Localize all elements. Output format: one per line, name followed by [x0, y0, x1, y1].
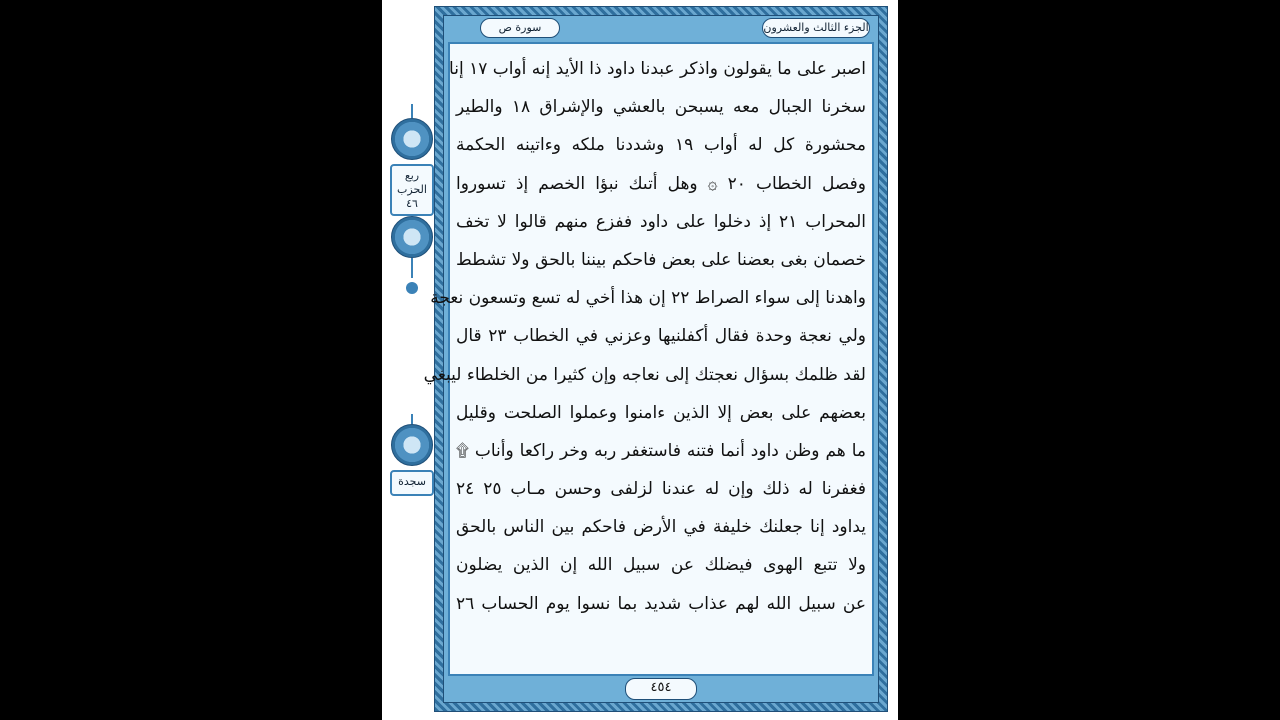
verse-line: سخرنا الجبال معه يسبحن بالعشي والإشراق ١٨ والطير: [456, 97, 866, 118]
sajda-label: سجدة: [390, 470, 434, 496]
verse-line: لقد ظلمك بسؤال نعجتك إلى نعاجه وإن كثيرا من الخلطاء ليبغي: [423, 364, 866, 385]
text-panel: [423, 42, 874, 676]
juz-name-header: الجزء الثالث والعشرون: [762, 18, 870, 38]
verse-line: اصبر على ما يقولون واذكر عبدنا داود ذا الأيد إنه أواب ١٧ إنا: [449, 59, 866, 79]
verse-line: يداود إنا جعلنك خليفة في الأرض فاحكم بين الناس بالحق: [456, 517, 866, 538]
page-border-inner: [423, 15, 879, 703]
surah-name-header: سورة ص: [480, 18, 560, 38]
verse-line: ولا تتبع الهوى فيضلك عن سبيل الله إن الذين يضلون: [456, 555, 866, 576]
ornament-stem: [411, 258, 413, 278]
verse-line: واهدنا إلى سواء الصراط ٢٢ إن هذا أخي له تسع وتسعون نعجة: [430, 288, 866, 309]
ornament-stem: [411, 104, 413, 118]
sajda-marker: [390, 414, 434, 496]
verse-line: ما هم وظن داود أنما فتنه فاستغفر ربه وخر راكعا وأناب ۩: [456, 440, 866, 461]
hizb-label: ربع الحزب ٤٦: [390, 164, 434, 216]
verse-line: وفصل الخطاب ٢٠ ۞ وهل أتىك نبؤا الخصم إذ تسوروا: [456, 173, 866, 194]
ornament-medallion: [391, 424, 433, 466]
mushaf-page: [382, 0, 898, 720]
verse-line: محشورة كل له أواب ١٩ وشددنا ملكه وءاتينه الحكمة: [456, 135, 866, 156]
hizb-marker: [390, 104, 434, 294]
verse-line: المحراب ٢١ إذ دخلوا على داود ففزع منهم قالوا لا تخف: [456, 211, 867, 232]
ornament-drop: [406, 282, 418, 294]
verse-line: عن سبيل الله لهم عذاب شديد بما نسوا يوم الحساب ٢٦: [456, 593, 866, 614]
verse-line: ولي نعجة وحدة فقال أكفلنيها وعزني في الخطاب ٢٣ قال: [456, 326, 866, 347]
verse-line: فغفرنا له ذلك وإن له عندنا لزلفى وحسن مـاب ٢٥ ٢٤: [456, 479, 866, 500]
page-border: [423, 6, 888, 712]
ornament-stem: [411, 414, 413, 424]
page-number: ٤٥٤: [625, 678, 697, 700]
ornament-medallion: [391, 216, 433, 258]
verse-line: بعضهم على بعض إلا الذين ءامنوا وعملوا الصلحت وقليل: [456, 402, 866, 423]
verse-line: خصمان بغى بعضنا على بعض فاحكم بيننا بالحق ولا تشطط: [456, 249, 866, 270]
ornament-medallion: [391, 118, 433, 160]
verse-lines: [423, 50, 867, 623]
